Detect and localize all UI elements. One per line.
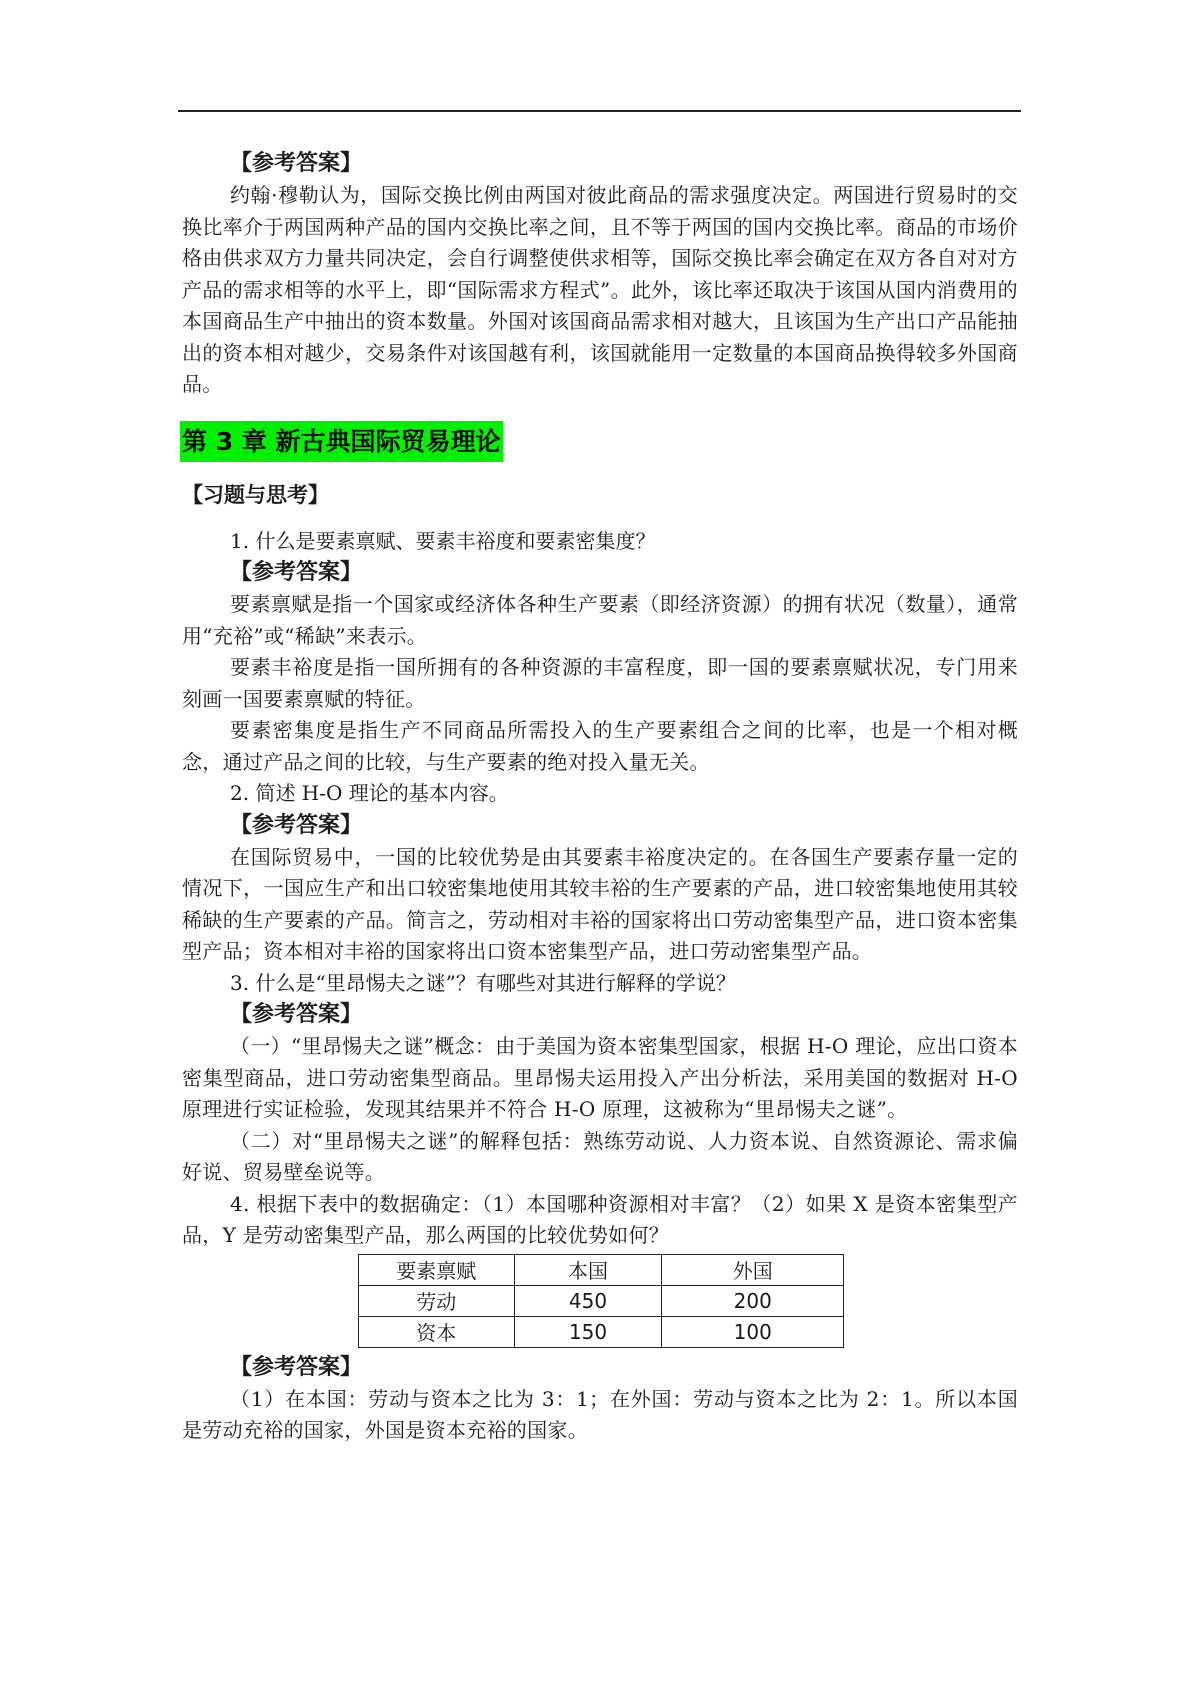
table-cell: 200	[662, 1285, 844, 1316]
answer-3-paragraph-1: （一）“里昂惕夫之谜”概念：由于美国为资本密集型国家，根据 H-O 理论，应出口资本密集型商品，进口劳动密集型商品。里昂惕夫运用投入产出分析法，采用美国的数据对 H-O 原理进行实证检验，发现其结果并不符合 H-O 原理，这被称为“里昂惕夫之谜”。	[182, 1034, 1018, 1121]
question-4: 4. 根据下表中的数据确定：（1）本国哪种资源相对丰富？（2）如果 X 是资本密集型产品，Y 是劳动密集型产品，那么两国的比较优势如何？	[182, 1191, 1018, 1247]
table-cell: 150	[514, 1316, 662, 1347]
intro-paragraph: 约翰·穆勒认为，国际交换比例由两国对彼此商品的需求强度决定。两国进行贸易时的交换比率介于两国两种产品的国内交换比率之间，且不等于两国的国内交换比率。商品的市场价格由供求双方力量共同决定，会自行调整使供求相等，国际交换比率会确定在双方各自对对方产品的需求相等的水平上，即“国际需求方程式”。此外，该比率还取决于该国从国内消费用的本国商品生产中抽出的资本数量。外国对该国商品需求相对越大，且该国为生产出口产品能抽出的资本相对越少，交易条件对该国越有利，该国就能用一定数量的本国商品换得较多外国商品。	[182, 183, 1018, 396]
table-row	[359, 1285, 844, 1316]
answer-label-4: 【参考答案】	[230, 1354, 363, 1380]
answer-3-paragraph-2: （二）对“里昂惕夫之谜”的解释包括：熟练劳动说、人力资本说、自然资源论、需求偏好说、贸易壁垒说等。	[182, 1128, 1018, 1184]
table-cell: 资本	[359, 1316, 515, 1347]
table-header-cell: 本国	[514, 1254, 662, 1285]
answer-4-paragraph: （1）在本国：劳动与资本之比为 3：1；在外国：劳动与资本之比为 2：1。所以本国是劳动充裕的国家，外国是资本充裕的国家。	[182, 1386, 1018, 1442]
table-row	[359, 1316, 844, 1347]
document-body	[182, 148, 1018, 1447]
answer-label-2: 【参考答案】	[230, 812, 363, 838]
factor-endowment-table	[358, 1254, 844, 1348]
section-title: 【习题与思考】	[182, 482, 329, 507]
answer-label: 【参考答案】	[230, 151, 363, 176]
answer-1-paragraph-3: 要素密集度是指生产不同商品所需投入的生产要素组合之间的比率，也是一个相对概念，通过产品之间的比较，与生产要素的绝对投入量无关。	[182, 718, 1018, 774]
table-header-cell: 要素禀赋	[359, 1254, 515, 1285]
table-cell: 劳动	[359, 1285, 515, 1316]
answer-label-1: 【参考答案】	[230, 560, 363, 585]
table-cell: 100	[662, 1316, 844, 1347]
question-2: 2. 简述 H-O 理论的基本内容。	[230, 781, 509, 805]
header-rule	[178, 110, 1021, 112]
answer-label-3: 【参考答案】	[230, 1002, 363, 1027]
table-header-row	[359, 1254, 844, 1285]
question-3: 3. 什么是“里昂惕夫之谜”？有哪些对其进行解释的学说？	[230, 970, 736, 995]
answer-1-paragraph-2: 要素丰裕度是指一国所拥有的各种资源的丰富程度，即一国的要素禀赋状况，专门用来刻画一国要素禀赋的特征。	[182, 655, 1018, 711]
table-header-cell: 外国	[662, 1254, 844, 1285]
table-cell: 450	[514, 1285, 662, 1316]
question-1: 1. 什么是要素禀赋、要素丰裕度和要素密集度？	[230, 528, 656, 553]
answer-2-paragraph: 在国际贸易中，一国的比较优势是由其要素丰裕度决定的。在各国生产要素存量一定的情况下，一国应生产和出口较密集地使用其较丰裕的生产要素的产品，进口较密集地使用其较稀缺的生产要素的产品。简言之，劳动相对丰裕的国家将出口劳动密集型产品，进口资本密集型产品；资本相对丰裕的国家将出口资本密集型产品，进口劳动密集型产品。	[182, 844, 1018, 963]
answer-1-paragraph-1: 要素禀赋是指一个国家或经济体各种生产要素（即经济资源）的拥有状况（数量），通常用“充裕”或“稀缺”来表示。	[182, 592, 1018, 648]
chapter-title: 第 3 章 新古典国际贸易理论	[180, 421, 503, 462]
